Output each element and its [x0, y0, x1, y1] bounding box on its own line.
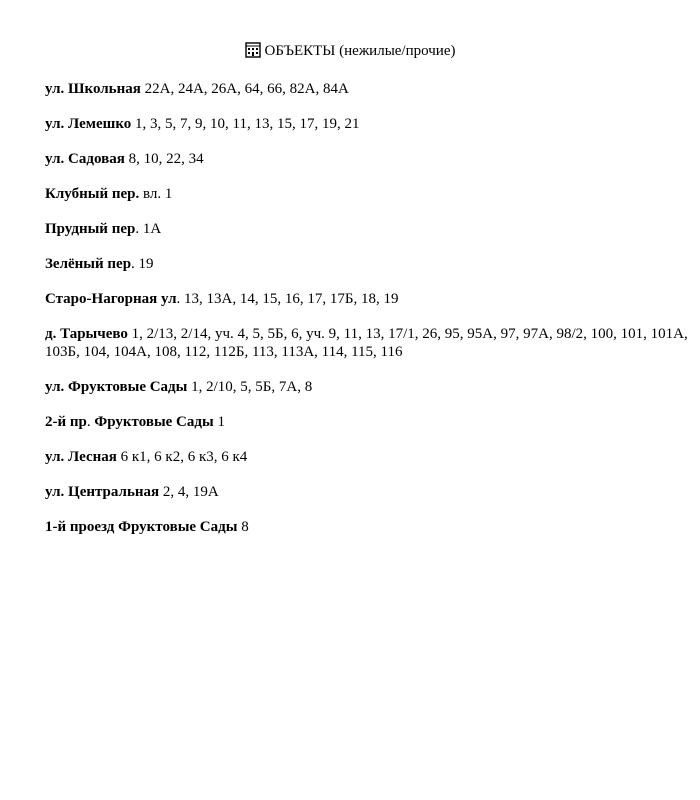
house-numbers: . 13, 13А, 14, 15, 16, 17, 17Б, 18, 19: [176, 291, 399, 307]
house-numbers: 1, 3, 5, 7, 9, 10, 11, 13, 15, 17, 19, 21: [131, 116, 360, 132]
list-item: [45, 255, 693, 273]
street-name: ул. Лемешко: [45, 116, 132, 132]
house-numbers: вл. 1: [139, 186, 173, 202]
house-numbers: . 19: [131, 256, 154, 272]
house-numbers: 8: [237, 519, 249, 535]
house-numbers: 2, 4, 19А: [159, 484, 219, 500]
street-name: д. Тарычево: [45, 326, 128, 342]
list-item: [45, 483, 693, 501]
street-name: ул. Школьная: [45, 81, 141, 97]
list-item: [45, 413, 693, 431]
list-item: [45, 325, 693, 361]
list-item: [45, 80, 693, 98]
house-numbers: 6 к1, 6 к2, 6 к3, 6 к4: [116, 449, 248, 465]
street-name: Прудный пер: [45, 221, 136, 237]
list-item: [45, 185, 693, 203]
list-item: [45, 115, 693, 133]
house-numbers: . 1А: [135, 221, 162, 237]
street-name: Зелёный пер: [45, 256, 132, 272]
street-name: Клубный пер.: [45, 186, 140, 202]
street-name: 1-й проезд Фруктовые Сады: [45, 519, 238, 535]
street-name: ул. Фруктовые Сады: [45, 379, 188, 395]
house-numbers: 1, 2/13, 2/14, уч. 4, 5, 5Б, 6, уч. 9, 11, 13, 17/1, 26, 95, 95А, 97, 97А, 98/2, 100, 101, 101А, 103Б, 104, 104А, 108, 112, 112Б, 113, 113А, 114, 115, 116: [45, 326, 688, 360]
list-item: [45, 518, 693, 536]
house-numbers: 22А, 24А, 26А, 64, 66, 82А, 84А: [140, 81, 349, 97]
street-name: Старо-Нагорная ул: [45, 291, 177, 307]
street-name: ул. Садовая: [45, 151, 125, 167]
section-title: ОБЪЕКТЫ (нежилые/прочие): [264, 43, 456, 59]
house-numbers: 8, 10, 22, 34: [124, 151, 204, 167]
house-numbers: 1, 2/10, 5, 5Б, 7А, 8: [187, 379, 313, 395]
list-item: [45, 448, 693, 466]
street-name: 2-й пр: [45, 414, 87, 430]
list-item: [45, 150, 693, 168]
address-list: [45, 80, 693, 553]
section-header: [0, 41, 700, 64]
street-name: Фруктовые Сады: [94, 414, 214, 430]
separator-text: .: [86, 414, 95, 430]
list-item: [45, 378, 693, 396]
street-name: ул. Центральная: [45, 484, 160, 500]
list-item: [45, 220, 693, 238]
building-icon: [245, 42, 261, 64]
house-numbers: 1: [213, 414, 225, 430]
list-item: [45, 290, 693, 308]
street-name: ул. Лесная: [45, 449, 117, 465]
